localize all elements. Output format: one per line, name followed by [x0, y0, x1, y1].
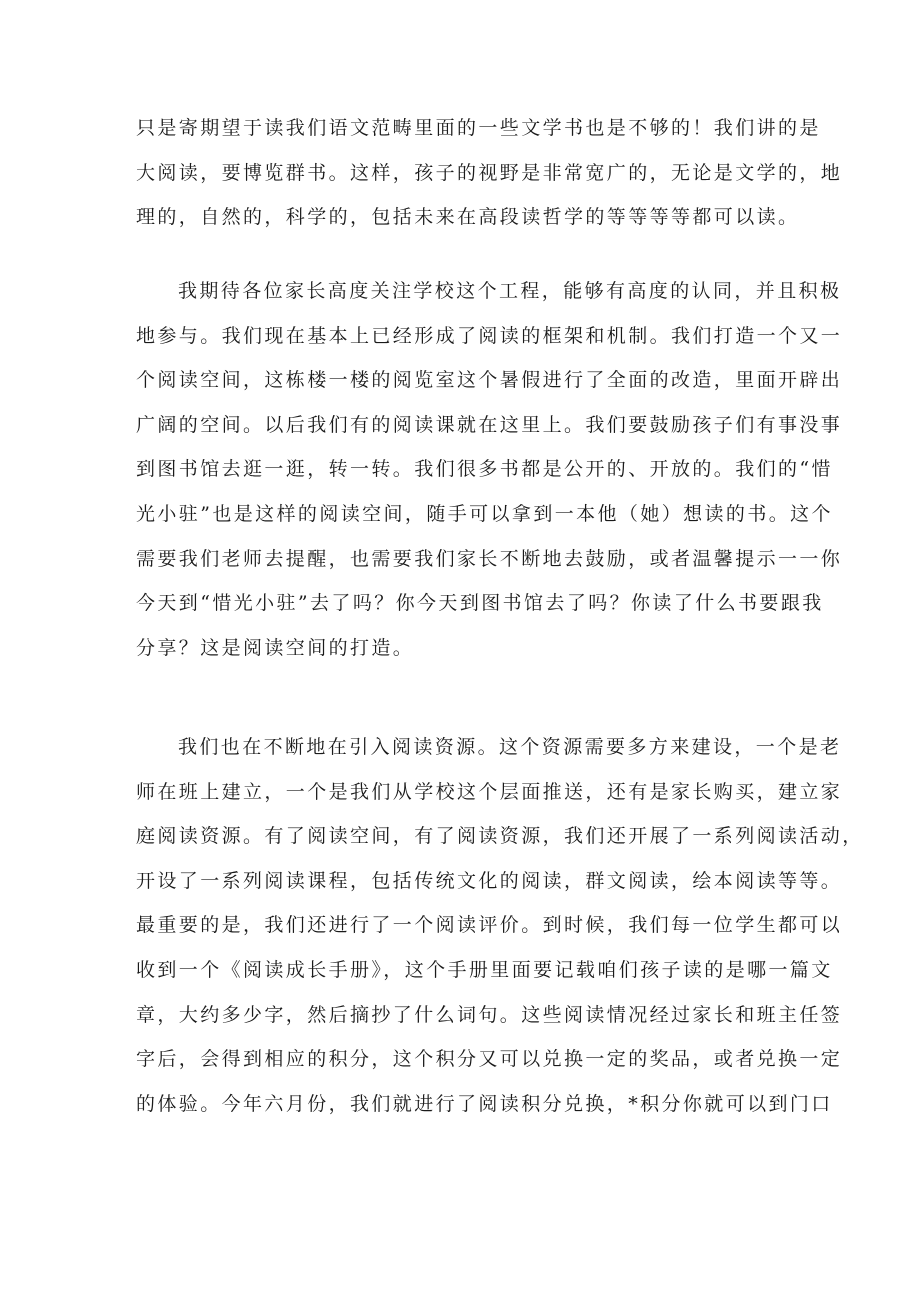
text-line: 最重要的是，我们还进行了一个阅读评价。到时候，我们每一位学生都可以 [136, 914, 843, 937]
text-line: 庭阅读资源。有了阅读空间，有了阅读资源，我们还开展了一系列阅读活动， [136, 825, 864, 848]
text-line: 字后，会得到相应的积分，这个积分又可以兑换一定的奖品，或者兑换一定 [136, 1048, 843, 1071]
text-line: 分享？这是阅读空间的打造。 [136, 636, 415, 659]
text-line: 只是寄期望于读我们语文范畴里面的一些文学书也是不够的！我们讲的是 [136, 117, 821, 139]
paragraph-1 [136, 106, 843, 240]
text-line: 我期待各位家长高度关注学校这个工程，能够有高度的认同，并且积极 [178, 280, 842, 302]
text-line: 大阅读，要博览群书。这样，孩子的视野是非常宽广的，无论是文学的，地 [136, 161, 843, 184]
text-line: 需要我们老师去提醒，也需要我们家长不断地去鼓励，或者温馨提示一一你 [136, 547, 843, 570]
text-line: 的体验。今年六月份，我们就进行了阅读积分兑换，*积分你就可以到门口 [136, 1092, 833, 1115]
text-line: 师在班上建立，一个是我们从学校这个层面推送，还有是家长购买，建立家 [136, 780, 843, 803]
text-line: 理的，自然的，科学的，包括未来在高段读哲学的等等等等都可以读。 [136, 206, 800, 229]
text-line: 收到一个《阅读成长手册》，这个手册里面要记载咱们孩子读的是哪一篇文 [136, 958, 833, 981]
text-line: 光小驻”也是这样的阅读空间，随手可以拿到一本他（她）想读的书。这个 [136, 502, 833, 525]
text-line: 个阅读空间，这栋楼一楼的阅览室这个暑假进行了全面的改造，里面开辟出 [136, 369, 843, 392]
text-line: 今天到“惜光小驻”去了吗？你今天到图书馆去了吗？你读了什么书要跟我 [136, 592, 824, 615]
text-line: 我们也在不断地在引入阅读资源。这个资源需要多方来建设，一个是老 [178, 736, 842, 758]
text-line: 章，大约多少字，然后摘抄了什么词句。这些阅读情况经过家长和班主任签 [136, 1003, 843, 1026]
text-line: 开设了一系列阅读课程，包括传统文化的阅读，群文阅读，绘本阅读等等。 [136, 869, 843, 892]
paragraph-3 [136, 725, 864, 1126]
text-line: 广阔的空间。以后我们有的阅读课就在这里上。我们要鼓励孩子们有事没事 [136, 413, 843, 436]
text-line: 地参与。我们现在基本上已经形成了阅读的框架和机制。我们打造一个又一 [136, 324, 843, 347]
text-line: 到图书馆去逛一逛，转一转。我们很多书都是公开的、开放的。我们的“惜 [136, 458, 833, 481]
paragraph-2 [136, 269, 843, 670]
